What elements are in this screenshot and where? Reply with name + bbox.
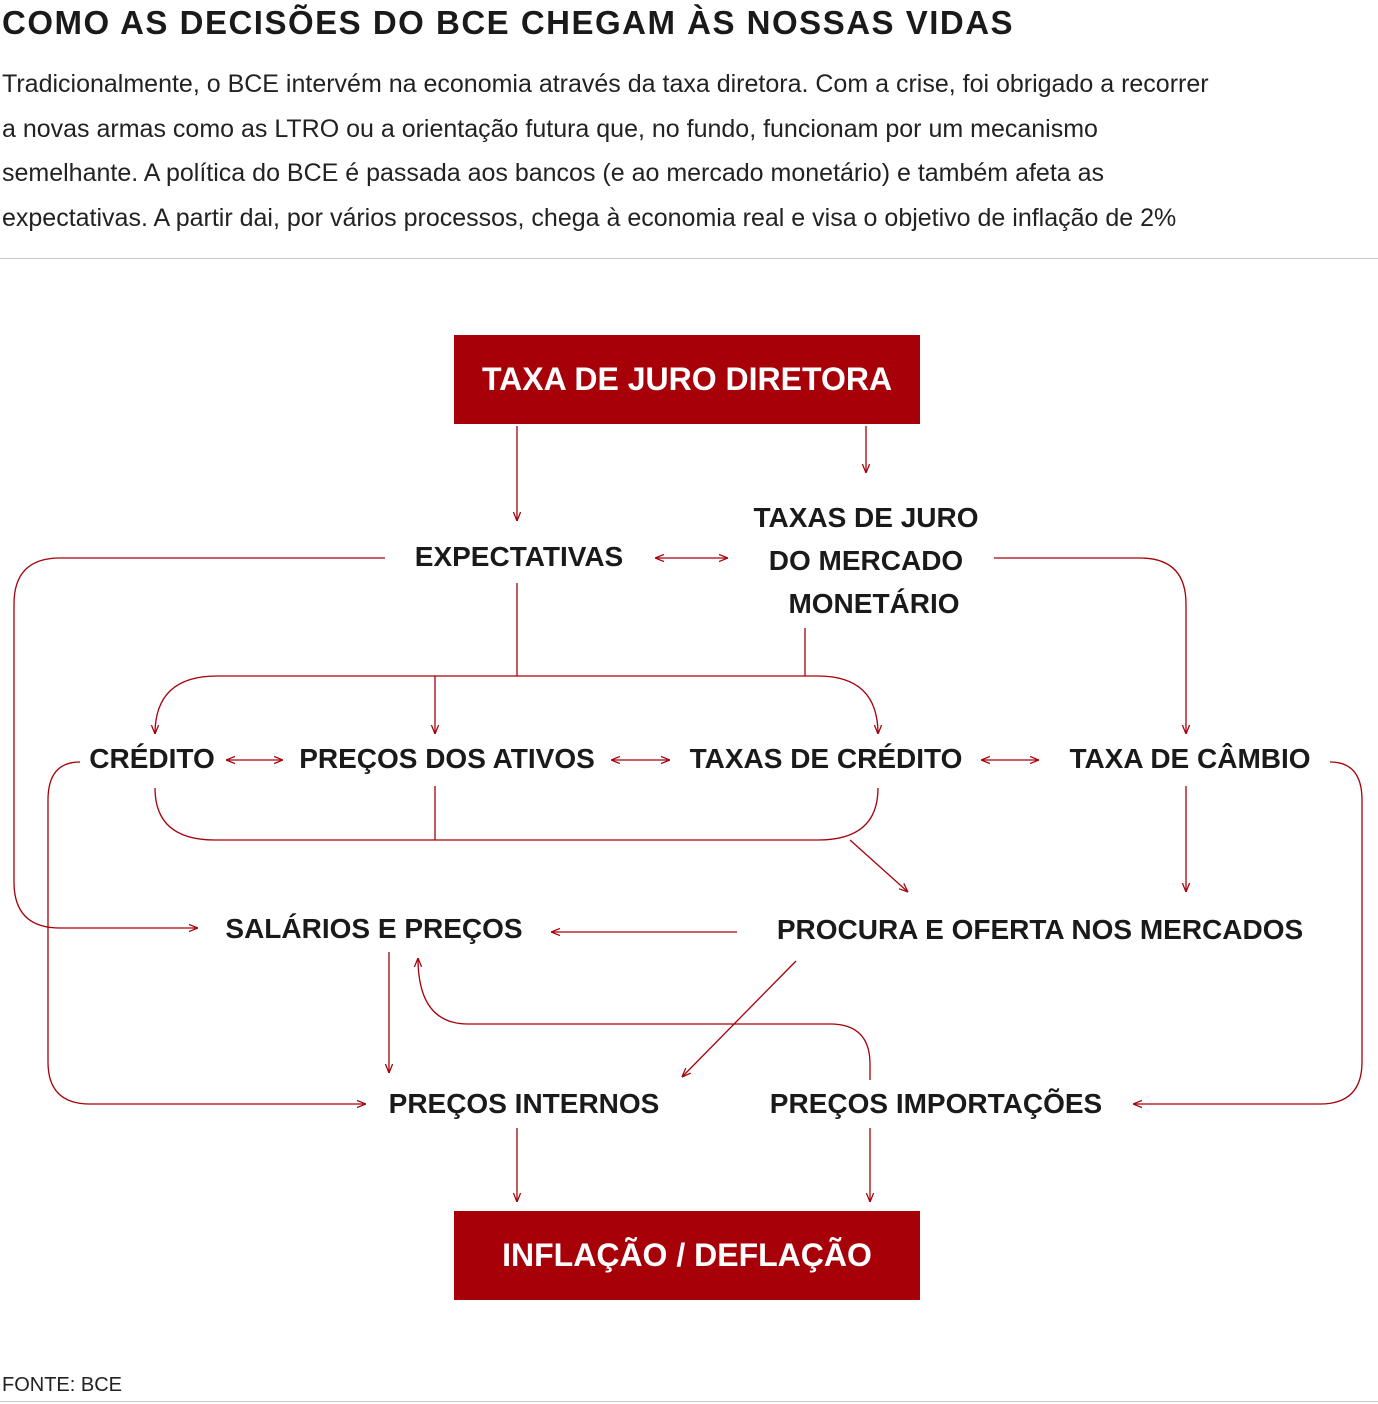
intro-line: expectativas. A partir dai, por vários processos, chega à economia real e visa o objetivo de inflação de 2% (2, 203, 1177, 232)
node-credito: CRÉDITO (89, 743, 215, 774)
node-salarios-precos: SALÁRIOS E PREÇOS (225, 913, 523, 944)
page-title: COMO AS DECISÕES DO BCE CHEGAM ÀS NOSSAS VIDAS (2, 4, 1015, 41)
node-taxas-credito: TAXAS DE CRÉDITO (689, 743, 963, 774)
node-inflacao-deflacao: INFLAÇÃO / DEFLAÇÃO (454, 1211, 920, 1300)
node-precos-importacoes: PREÇOS IMPORTAÇÕES (769, 1088, 1103, 1119)
node-line: TAXAS DE JURO (753, 502, 979, 533)
arrow-bar-taxas-credito (818, 676, 878, 734)
intro-line: a novas armas como as LTRO ou a orientação futura que, no fundo, funcionam por um mecanismo (2, 114, 1098, 143)
node-line: DO MERCADO (768, 545, 964, 576)
arrow-bar-credito (155, 676, 217, 734)
arrow-importacoes-salarios (418, 958, 870, 1080)
arrow-bar-procura (850, 840, 908, 892)
node-precos-internos: PREÇOS INTERNOS (388, 1088, 660, 1119)
arrow-procura-internos (682, 961, 796, 1077)
node-taxas-mercado-monetario (732, 496, 1000, 625)
node-precos-ativos: PREÇOS DOS ATIVOS (299, 743, 595, 774)
arrow-mercado-cambio (994, 558, 1186, 734)
node-taxa-juro-diretora: TAXA DE JURO DIRETORA (454, 335, 920, 424)
intro-line: semelhante. A política do BCE é passada aos bancos (e ao mercado monetário) e também afeta as (2, 159, 1105, 187)
bottom-divider (0, 1401, 1378, 1402)
intro-line: Tradicionalmente, o BCE intervém na economia através da taxa diretora. Com a crise, foi obrigado a recorrer (2, 70, 1209, 98)
node-line: MONETÁRIO (788, 588, 960, 619)
source-note: FONTE: BCE (2, 1374, 123, 1396)
node-taxa-cambio: TAXA DE CÂMBIO (1069, 743, 1311, 774)
node-expectativas: EXPECTATIVAS (414, 541, 624, 572)
line-bottom-bar (155, 788, 878, 840)
node-procura-oferta: PROCURA E OFERTA NOS MERCADOS (776, 914, 1304, 945)
